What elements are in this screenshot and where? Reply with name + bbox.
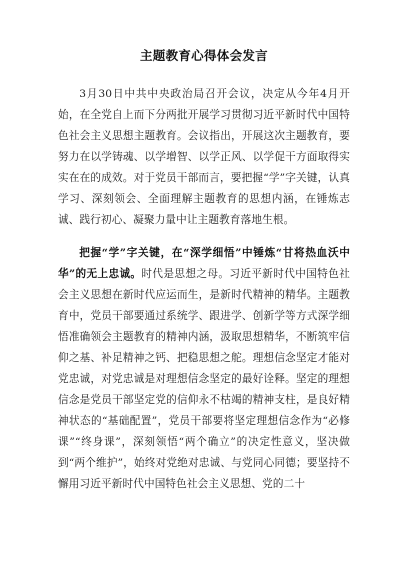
paragraph-2-body: 时代是思想之母。习近平新时代中国特色社会主义思想在新时代应运而生，是新时代精神的精华。主题教育中，党员干部要通过系统学、跟进学、创新学等方式深学细悟准确领会主题教育的精神内涵，汲取思想精华，不断筑牢信仰之基、补足精神之钙、把稳思想之舵。理想信念坚定才能对党忠诚，对党忠诚是对理想信念坚定的最好诠释。坚定的理想信念是党员干部坚定党的信仰永不枯竭的精神支柱，是良好精神状态的“基础配置”，党员干部要将坚定理想信念作为“必修课”“终身课”，深刻领悟“两个确立”的决定性意义，坚决做到“两个维护”，始终对党绝对忠诚、与党同心同德；要坚持不懈用习近平新时代中国特色社会主义思想、党的二十 [58, 268, 350, 490]
document-title: 主题教育心得体会发言 [139, 48, 268, 63]
paragraph-2 [58, 243, 350, 495]
paragraph-1: 3月30日中共中央政治局召开会议，决定从今年4月开始，在全党自上而下分两批开展学习贯彻习近平新时代中国特色社会主义思想主题教育。会议指出，开展这次主题教育，要努力在以学铸魂、以学增智、以学正风、以学促干方面取得实实在在的成效。对于党员干部而言，要把握“学”字关键，认真学习、深刻领会、全面理解主题教育的思想内涵，在锤炼志诚、践行初心、凝聚力量中让主题教育落地生根。 [58, 88, 350, 226]
paragraph-2-lead: 把握“学”字关键，在“深学细悟”中锤炼“甘将热血沃中华”的无上忠诚。 [58, 247, 350, 280]
